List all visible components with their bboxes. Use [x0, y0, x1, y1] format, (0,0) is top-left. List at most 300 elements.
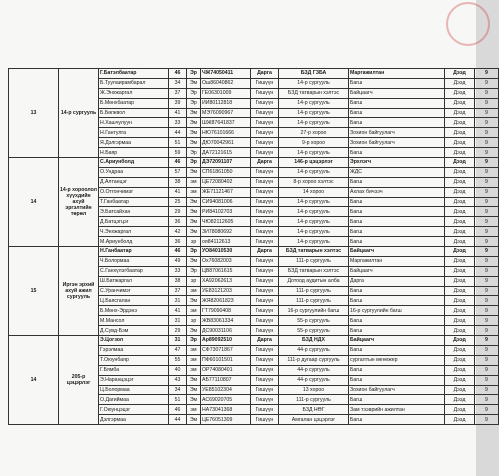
- gender-cell: Эм: [187, 207, 201, 217]
- age-cell: 44: [169, 128, 187, 138]
- member-name-cell: Я.Дэлгэрмаа: [99, 138, 169, 148]
- level-cell: 9: [475, 375, 499, 385]
- education-cell: Дээд: [445, 217, 475, 227]
- position-cell: Багш: [349, 118, 445, 128]
- education-cell: Дээд: [445, 88, 475, 98]
- gender-cell: эм: [187, 355, 201, 365]
- role-cell: Дарга: [251, 336, 279, 346]
- member-name-cell: Ж.Энхжаргал: [99, 88, 169, 98]
- workplace-cell: 14-р сургууль: [279, 118, 349, 128]
- role-cell: Гишүүн: [251, 138, 279, 148]
- age-cell: 31: [169, 296, 187, 306]
- role-cell: Дарга: [251, 69, 279, 79]
- position-cell: Багш: [349, 286, 445, 296]
- age-cell: 41: [169, 187, 187, 197]
- age-cell: 51: [169, 138, 187, 148]
- position-cell: Багш: [349, 316, 445, 326]
- workplace-cell: БЗД татварын хэлтэс: [279, 88, 349, 98]
- education-cell: Дээд: [445, 286, 475, 296]
- register-number-cell: РИ84102703: [201, 207, 251, 217]
- age-cell: 40: [169, 365, 187, 375]
- age-cell: 43: [169, 375, 187, 385]
- position-cell: Багш: [349, 395, 445, 405]
- position-cell: ЖДС: [349, 167, 445, 177]
- age-cell: 37: [169, 88, 187, 98]
- education-cell: Дээд: [445, 98, 475, 108]
- table-row: [9, 69, 499, 79]
- level-cell: 9: [475, 108, 499, 118]
- education-cell: Дээд: [445, 237, 475, 247]
- position-cell: Багш: [349, 237, 445, 247]
- register-number-cell: ОР74080401: [201, 365, 251, 375]
- register-number-cell: ИИ80112818: [201, 98, 251, 108]
- role-cell: Гишүүн: [251, 365, 279, 375]
- register-number-cell: ХА92062613: [201, 276, 251, 286]
- age-cell: 55: [169, 355, 187, 365]
- register-number-cell: ЖЕ71121467: [201, 187, 251, 197]
- level-cell: 9: [475, 266, 499, 276]
- register-number-cell: ДА72121615: [201, 148, 251, 158]
- committee-roster-table: [8, 68, 499, 425]
- age-cell: 25: [169, 197, 187, 207]
- level-cell: 9: [475, 217, 499, 227]
- level-cell: 9: [475, 385, 499, 395]
- level-cell: 9: [475, 98, 499, 108]
- workplace-cell: 14-р сургууль: [279, 167, 349, 177]
- register-number-cell: МЭ76090967: [201, 108, 251, 118]
- workplace-cell: 111-р сургууль: [279, 296, 349, 306]
- age-cell: 38: [169, 276, 187, 286]
- register-number-cell: ДЮ70042961: [201, 138, 251, 148]
- level-cell: 9: [475, 296, 499, 306]
- member-name-cell: Г.Оюунцэцэг: [99, 405, 169, 415]
- education-cell: Дээд: [445, 69, 475, 79]
- member-name-cell: О.Ундраа: [99, 167, 169, 177]
- role-cell: Гишүүн: [251, 345, 279, 355]
- role-cell: Гишүүн: [251, 375, 279, 385]
- member-name-cell: Т.Оюунбаяр: [99, 355, 169, 365]
- education-cell: Дээд: [445, 316, 475, 326]
- workplace-cell: 111-р дугаар сургууль: [279, 355, 349, 365]
- member-name-cell: Э.Наранцэцэг: [99, 375, 169, 385]
- workplace-cell: 44-р сургууль: [279, 365, 349, 375]
- register-number-cell: ЦВ87061615: [201, 266, 251, 276]
- education-cell: Дээд: [445, 177, 475, 187]
- register-number-cell: УО84010530: [201, 247, 251, 257]
- role-cell: Гишүүн: [251, 148, 279, 158]
- group-name: 205-р цэцэрлэг: [59, 336, 99, 425]
- age-cell: 46: [169, 158, 187, 168]
- gender-cell: Эм: [187, 375, 201, 385]
- education-cell: Дээд: [445, 167, 475, 177]
- education-cell: Дээд: [445, 375, 475, 385]
- workplace-cell: Амгалан цэцэрлэг: [279, 415, 349, 425]
- group-index: 15: [9, 247, 59, 336]
- education-cell: Дээд: [445, 266, 475, 276]
- register-number-cell: ЦЕ72080402: [201, 177, 251, 187]
- member-name-cell: М.Мансол: [99, 316, 169, 326]
- workplace-cell: 14-р сургууль: [279, 197, 349, 207]
- register-number-cell: ДЭ72091107: [201, 158, 251, 168]
- role-cell: Гишүүн: [251, 128, 279, 138]
- position-cell: Зам тээврийн ажилтан: [349, 405, 445, 415]
- position-cell: Багш: [349, 108, 445, 118]
- education-cell: Дээд: [445, 207, 475, 217]
- education-cell: Дээд: [445, 108, 475, 118]
- level-cell: 9: [475, 286, 499, 296]
- member-name-cell: Г.Бямба: [99, 365, 169, 375]
- workplace-cell: 27-р хороо: [279, 128, 349, 138]
- position-cell: Багш: [349, 227, 445, 237]
- education-cell: Дээд: [445, 415, 475, 425]
- age-cell: 46: [169, 69, 187, 79]
- workplace-cell: БЗД ГЗБА: [279, 69, 349, 79]
- gender-cell: Эр: [187, 158, 201, 168]
- level-cell: 9: [475, 405, 499, 415]
- gender-cell: Эм: [187, 138, 201, 148]
- member-name-cell: Т.Ганбаатар: [99, 197, 169, 207]
- gender-cell: эм: [187, 345, 201, 355]
- position-cell: Байцаагч: [349, 336, 445, 346]
- position-cell: 16-р сургуулийн багш: [349, 306, 445, 316]
- education-cell: Дээд: [445, 355, 475, 365]
- education-cell: Дээд: [445, 158, 475, 168]
- position-cell: Багш: [349, 415, 445, 425]
- member-name-cell: Ш.Батжаргал: [99, 276, 169, 286]
- age-cell: 44: [169, 415, 187, 425]
- role-cell: Гишүүн: [251, 78, 279, 88]
- level-cell: 9: [475, 336, 499, 346]
- position-cell: Байцаагч: [349, 247, 445, 257]
- workplace-cell: 44-р сургууль: [279, 345, 349, 355]
- age-cell: 34: [169, 78, 187, 88]
- gender-cell: Эр: [187, 247, 201, 257]
- workplace-cell: БЗД татварын хэлтэс: [279, 266, 349, 276]
- gender-cell: Эм: [187, 118, 201, 128]
- age-cell: 33: [169, 266, 187, 276]
- gender-cell: Эм: [187, 227, 201, 237]
- level-cell: 9: [475, 227, 499, 237]
- position-cell: Зохион байгуулагч: [349, 138, 445, 148]
- education-cell: Дээд: [445, 247, 475, 257]
- gender-cell: эм: [187, 177, 201, 187]
- gender-cell: Эм: [187, 78, 201, 88]
- register-number-cell: Ош86040862: [201, 78, 251, 88]
- position-cell: Багш: [349, 326, 445, 336]
- education-cell: Дээд: [445, 306, 475, 316]
- role-cell: Гишүүн: [251, 237, 279, 247]
- workplace-cell: 14 хороо: [279, 187, 349, 197]
- gender-cell: Эм: [187, 395, 201, 405]
- register-number-cell: ЖЯ82061823: [201, 296, 251, 306]
- age-cell: 36: [169, 237, 187, 247]
- gender-cell: Эм: [187, 385, 201, 395]
- group-name: 14-р хороолол хүүхдийн ахуй эргэлтийн төрөл: [59, 158, 99, 247]
- workplace-cell: 55-р сургууль: [279, 326, 349, 336]
- member-name-cell: Б.Бөгжвол: [99, 108, 169, 118]
- workplace-cell: 8-р хороо хэлтэс: [279, 177, 349, 187]
- level-cell: 9: [475, 326, 499, 336]
- education-cell: Дээд: [445, 128, 475, 138]
- gender-cell: Эр: [187, 266, 201, 276]
- age-cell: 36: [169, 217, 187, 227]
- education-cell: Дээд: [445, 78, 475, 88]
- workplace-cell: Дотоод аудитын алба: [279, 276, 349, 286]
- position-cell: Маргажилтан: [349, 256, 445, 266]
- register-number-cell: ГЕ06301009: [201, 88, 251, 98]
- role-cell: Дарга: [251, 247, 279, 257]
- role-cell: Гишүүн: [251, 385, 279, 395]
- level-cell: 9: [475, 276, 499, 286]
- member-name-cell: О.Дагиймаа: [99, 395, 169, 405]
- member-name-cell: Э.Батсайхан: [99, 207, 169, 217]
- workplace-cell: 13 хороо: [279, 385, 349, 395]
- position-cell: Багш: [349, 365, 445, 375]
- workplace-cell: БЗД НДХ: [279, 336, 349, 346]
- workplace-cell: 14-р сургууль: [279, 78, 349, 88]
- level-cell: 9: [475, 256, 499, 266]
- age-cell: 34: [169, 385, 187, 395]
- age-cell: 41: [169, 306, 187, 316]
- education-cell: Дээд: [445, 197, 475, 207]
- level-cell: 9: [475, 128, 499, 138]
- role-cell: Гишүүн: [251, 108, 279, 118]
- age-cell: 46: [169, 405, 187, 415]
- register-number-cell: НА73041368: [201, 405, 251, 415]
- age-cell: 31: [169, 336, 187, 346]
- role-cell: Гишүүн: [251, 266, 279, 276]
- role-cell: Гишүүн: [251, 306, 279, 316]
- position-cell: Багш: [349, 375, 445, 385]
- register-number-cell: ГТ79090408: [201, 306, 251, 316]
- role-cell: Гишүүн: [251, 167, 279, 177]
- workplace-cell: 14-р сургууль: [279, 227, 349, 237]
- member-name-cell: Ц.Болормаа: [99, 385, 169, 395]
- role-cell: Гишүүн: [251, 217, 279, 227]
- gender-cell: эм: [187, 306, 201, 316]
- gender-cell: Эм: [187, 296, 201, 306]
- age-cell: 46: [169, 247, 187, 257]
- age-cell: 29: [169, 326, 187, 336]
- register-number-cell: ЖВ83061334: [201, 316, 251, 326]
- age-cell: 57: [169, 167, 187, 177]
- age-cell: 59: [169, 148, 187, 158]
- member-name-cell: Б.Мөнх-Эрдэнэ: [99, 306, 169, 316]
- role-cell: Гишүүн: [251, 326, 279, 336]
- gender-cell: Эр: [187, 69, 201, 79]
- level-cell: 9: [475, 187, 499, 197]
- age-cell: 49: [169, 256, 187, 266]
- age-cell: 31: [169, 316, 187, 326]
- education-cell: Дээд: [445, 296, 475, 306]
- member-name-cell: Дэлгэрмаа: [99, 415, 169, 425]
- role-cell: Гишүүн: [251, 296, 279, 306]
- workplace-cell: 111-р сургууль: [279, 256, 349, 266]
- position-cell: Багш: [349, 98, 445, 108]
- member-name-cell: О.Отгончимэг: [99, 187, 169, 197]
- position-cell: сургалтын менежер: [349, 355, 445, 365]
- group-name: 14-р сургууль: [59, 69, 99, 158]
- member-name-cell: Б.Мөнхбаатар: [99, 98, 169, 108]
- gender-cell: Эм: [187, 415, 201, 425]
- gender-cell: Эм: [187, 128, 201, 138]
- gender-cell: Эм: [187, 217, 201, 227]
- level-cell: 9: [475, 197, 499, 207]
- age-cell: 39: [169, 98, 187, 108]
- education-cell: Дээд: [445, 395, 475, 405]
- level-cell: 9: [475, 177, 499, 187]
- role-cell: Гишүүн: [251, 118, 279, 128]
- position-cell: Багш: [349, 345, 445, 355]
- position-cell: Багш: [349, 78, 445, 88]
- position-cell: Эрхлэгч: [349, 158, 445, 168]
- register-number-cell: СП61861050: [201, 167, 251, 177]
- register-number-cell: ЦЕ76051309: [201, 415, 251, 425]
- education-cell: Дээд: [445, 148, 475, 158]
- gender-cell: эр: [187, 276, 201, 286]
- role-cell: Гишүүн: [251, 256, 279, 266]
- position-cell: Зохион байгуулагч: [349, 128, 445, 138]
- role-cell: Дарга: [251, 158, 279, 168]
- register-number-cell: ЧЖ74050411: [201, 69, 251, 79]
- workplace-cell: 9-р хороо: [279, 138, 349, 148]
- level-cell: 9: [475, 365, 499, 375]
- age-cell: 38: [169, 177, 187, 187]
- education-cell: Дээд: [445, 276, 475, 286]
- member-name-cell: Н.Ганбаатар: [99, 247, 169, 257]
- workplace-cell: 14-р сургууль: [279, 217, 349, 227]
- workplace-cell: 14-р сургууль: [279, 108, 349, 118]
- workplace-cell: 14-р сургууль: [279, 237, 349, 247]
- position-cell: Маргажилтан: [349, 69, 445, 79]
- education-cell: Дээд: [445, 118, 475, 128]
- education-cell: Дээд: [445, 256, 475, 266]
- register-number-cell: НЮ76101666: [201, 128, 251, 138]
- education-cell: Дээд: [445, 227, 475, 237]
- gender-cell: эм: [187, 187, 201, 197]
- position-cell: Багш: [349, 296, 445, 306]
- level-cell: 9: [475, 118, 499, 128]
- group-index: 14: [9, 336, 59, 425]
- group-name: Иргэн эрхий ахуй ажил сургууль: [59, 247, 99, 336]
- member-name-cell: Н.Баяр: [99, 148, 169, 158]
- position-cell: Багш: [349, 207, 445, 217]
- position-cell: Байцаагч: [349, 266, 445, 276]
- red-seal-stamp: [446, 2, 490, 46]
- gender-cell: эм: [187, 286, 201, 296]
- gender-cell: Эр: [187, 98, 201, 108]
- education-cell: Дээд: [445, 365, 475, 375]
- gender-cell: Эм: [187, 197, 201, 207]
- role-cell: Гишүүн: [251, 227, 279, 237]
- member-name-cell: Д.Батцэгцэг: [99, 217, 169, 227]
- education-cell: Дээд: [445, 326, 475, 336]
- position-cell: Ахлах бичээч: [349, 187, 445, 197]
- position-cell: Дарга: [349, 276, 445, 286]
- member-name-cell: С.Ариунболд: [99, 158, 169, 168]
- education-cell: Дээд: [445, 138, 475, 148]
- level-cell: 9: [475, 345, 499, 355]
- level-cell: 9: [475, 395, 499, 405]
- member-name-cell: Д.Сувд-Бэм: [99, 326, 169, 336]
- workplace-cell: 111-р сургууль: [279, 286, 349, 296]
- age-cell: 33: [169, 118, 187, 128]
- role-cell: Гишүүн: [251, 88, 279, 98]
- member-name-cell: М.Ариунболд: [99, 237, 169, 247]
- member-name-cell: Гэрэлмаа: [99, 345, 169, 355]
- gender-cell: эм: [187, 405, 201, 415]
- level-cell: 9: [475, 247, 499, 257]
- register-number-cell: оя84112613: [201, 237, 251, 247]
- member-name-cell: Ц.Баясгалан: [99, 296, 169, 306]
- group-index: 14: [9, 158, 59, 247]
- gender-cell: Эм: [187, 326, 201, 336]
- level-cell: 9: [475, 167, 499, 177]
- member-name-cell: Э.Цогзол: [99, 336, 169, 346]
- workplace-cell: 16-р сургуулийн багш: [279, 306, 349, 316]
- workplace-cell: БЗД татварын хэлтэс: [279, 247, 349, 257]
- group-index: 13: [9, 69, 59, 158]
- position-cell: Байцаагч: [349, 88, 445, 98]
- role-cell: Гишүүн: [251, 395, 279, 405]
- register-number-cell: АС69020705: [201, 395, 251, 405]
- role-cell: Гишүүн: [251, 276, 279, 286]
- level-cell: 9: [475, 415, 499, 425]
- workplace-cell: 44-р сургууль: [279, 375, 349, 385]
- register-number-cell: Ох76082003: [201, 256, 251, 266]
- register-number-cell: АБ77110807: [201, 375, 251, 385]
- role-cell: Гишүүн: [251, 316, 279, 326]
- member-name-cell: Д.Алтанцэг: [99, 177, 169, 187]
- gender-cell: Эр: [187, 88, 201, 98]
- member-name-cell: Б.Туулаирамбарал: [99, 78, 169, 88]
- age-cell: 51: [169, 395, 187, 405]
- role-cell: Гишүүн: [251, 207, 279, 217]
- position-cell: Багш: [349, 177, 445, 187]
- age-cell: 37: [169, 286, 187, 296]
- level-cell: 9: [475, 88, 499, 98]
- age-cell: 47: [169, 345, 187, 355]
- age-cell: 42: [169, 227, 187, 237]
- register-number-cell: ЗИ78080692: [201, 227, 251, 237]
- level-cell: 9: [475, 78, 499, 88]
- register-number-cell: ЧЮ82112605: [201, 217, 251, 227]
- workplace-cell: 14-р сургууль: [279, 148, 349, 158]
- age-cell: 29: [169, 207, 187, 217]
- member-name-cell: Н.Гантулга: [99, 128, 169, 138]
- age-cell: 41: [169, 108, 187, 118]
- level-cell: 9: [475, 69, 499, 79]
- education-cell: Дээд: [445, 405, 475, 415]
- member-name-cell: Ч.Болормаа: [99, 256, 169, 266]
- position-cell: Зохион байгуулагч: [349, 385, 445, 395]
- register-number-cell: УЕ85102304: [201, 385, 251, 395]
- member-name-cell: С.Ганхүлэгбаатар: [99, 266, 169, 276]
- register-number-cell: ШЖ87641837: [201, 118, 251, 128]
- table-row: [9, 336, 499, 346]
- position-cell: Багш: [349, 148, 445, 158]
- workplace-cell: БЗД НӨГ: [279, 405, 349, 415]
- level-cell: 9: [475, 158, 499, 168]
- register-number-cell: ДС90031106: [201, 326, 251, 336]
- member-name-cell: Ч.Энхжаргал: [99, 227, 169, 237]
- level-cell: 9: [475, 316, 499, 326]
- table-row: [9, 158, 499, 168]
- level-cell: 9: [475, 207, 499, 217]
- register-number-cell: Ар89092510: [201, 336, 251, 346]
- gender-cell: Эм: [187, 108, 201, 118]
- role-cell: Гишүүн: [251, 98, 279, 108]
